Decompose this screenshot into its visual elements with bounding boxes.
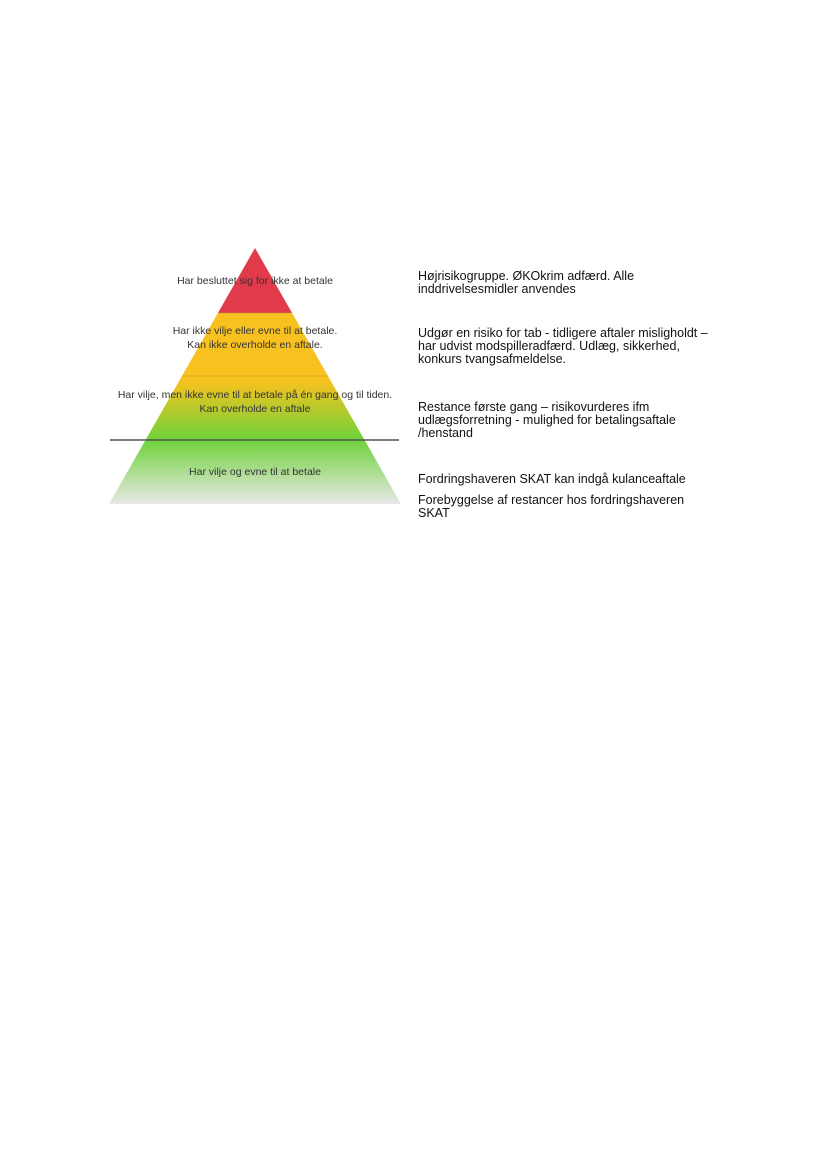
- tier-2-label-line-1: Har ikke vilje eller evne til at betale.: [172, 325, 338, 337]
- description-risk-of-loss: Udgør en risiko for tab - tidligere aftaler misligholdt – har udvist modspilleradfærd. Udlæg, sikkerhed, konkurs tvangsafmeldelse.: [418, 326, 708, 366]
- description-high-risk: Højrisikogruppe. ØKOkrim adfærd. Alle inddrivelsesmidler anvendes: [418, 269, 635, 296]
- tier-2-label-line-2: Kan ikke overholde en aftale.: [187, 339, 323, 351]
- tier-3-label-line-2: Kan overholde en aftale: [199, 403, 311, 415]
- description-goodwill-agreement: Fordringshaveren SKAT kan indgå kulanceaftale: [418, 472, 686, 486]
- description-first-arrears: Restance første gang – risikovurderes ifm udlægsforretning - mulighed for betalingsaftale /henstand: [418, 400, 676, 440]
- tier-4-label-line-1: Har vilje og evne til at betale: [189, 466, 321, 478]
- description-prevention: Forebyggelse af restancer hos fordringshaveren SKAT: [418, 493, 685, 520]
- tier-1-label-line-1: Har besluttet sig for ikke at betale: [177, 275, 333, 287]
- tier-3-label-line-1: Har vilje, men ikke evne til at betale på én gang og til tiden.: [117, 389, 393, 401]
